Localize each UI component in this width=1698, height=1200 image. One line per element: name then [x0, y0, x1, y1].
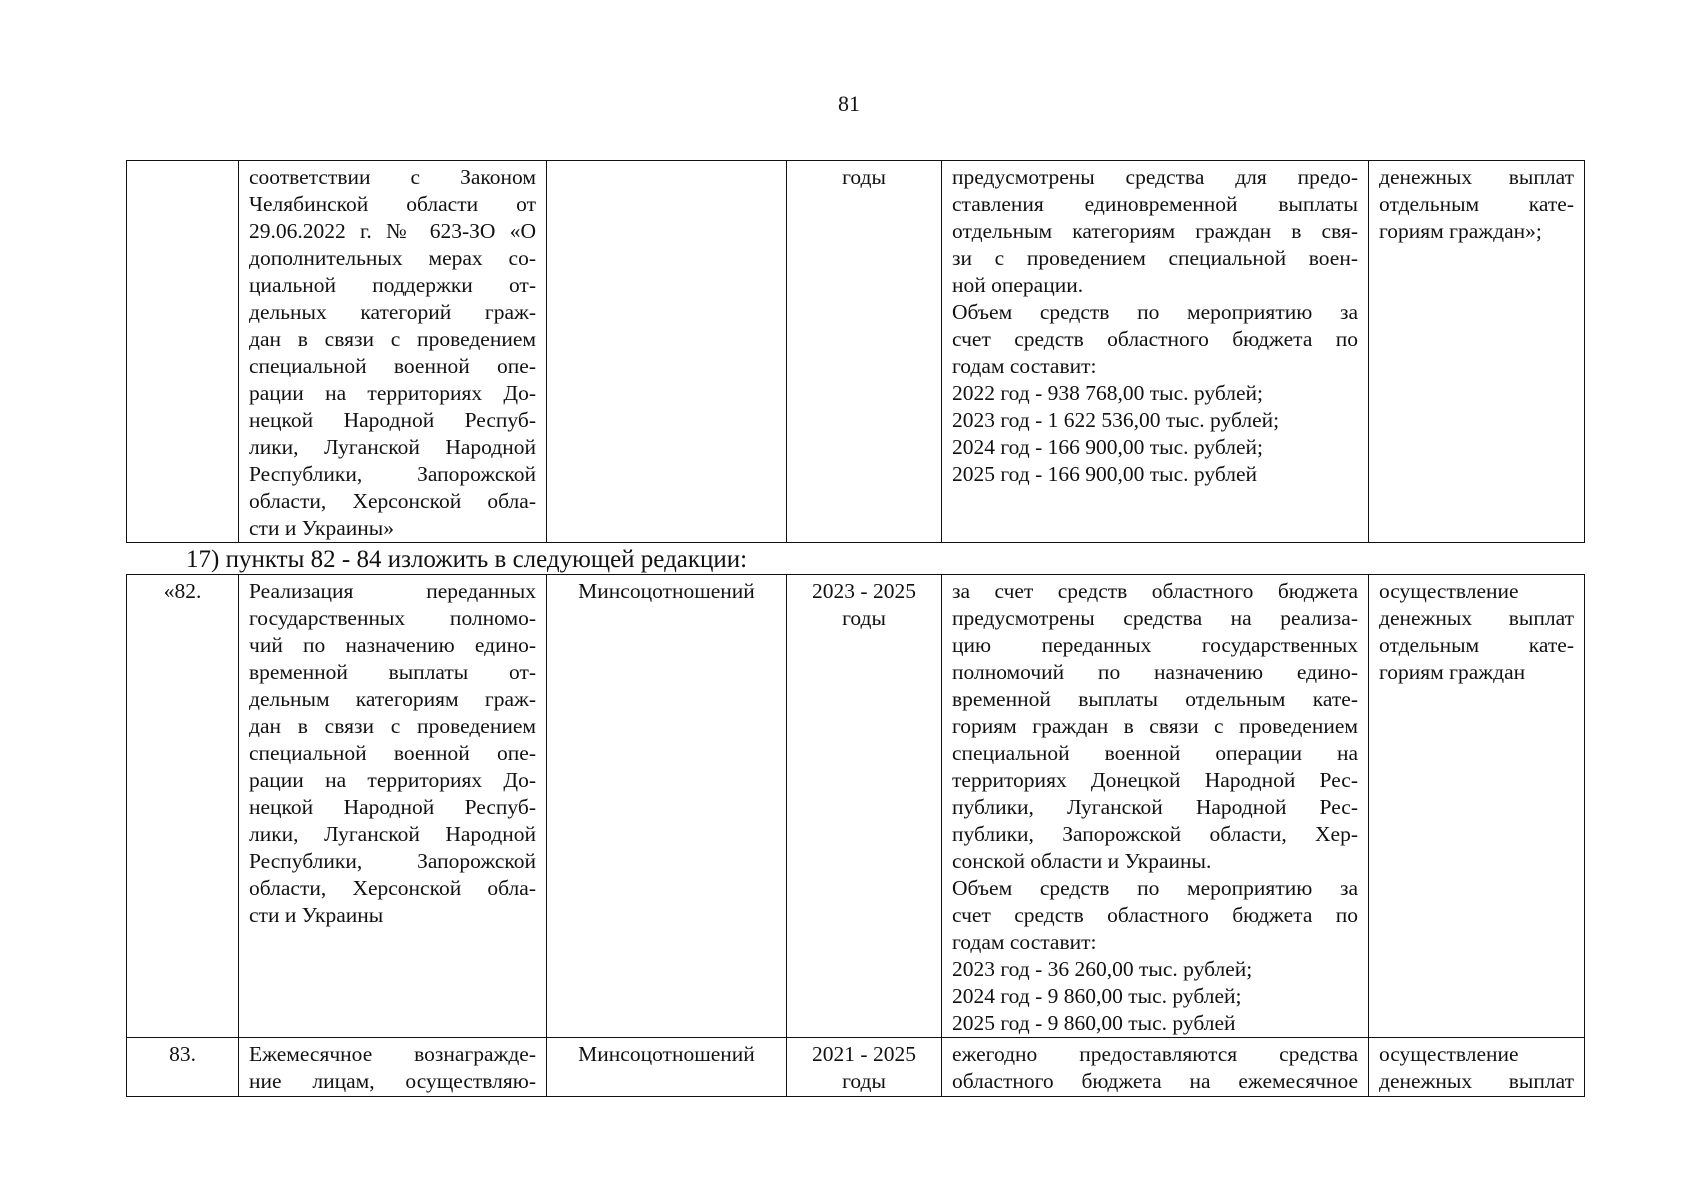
financing-line: предусмотрены средства для предо- [952, 165, 1358, 189]
measure-name-line: области, Херсонской обла- [249, 489, 536, 513]
measure-name-line: области, Херсонской обла- [249, 876, 536, 900]
result-line: осуществление [1379, 1042, 1519, 1066]
period-cell [787, 161, 942, 543]
measure-name-line: Реализация переданных [249, 579, 536, 603]
period-years: 2023 - 2025 [812, 579, 916, 603]
row-number: «82. [163, 579, 202, 603]
period-cell [787, 575, 942, 1038]
result-line: отдельным кате- [1379, 633, 1574, 657]
continuation-table [126, 160, 1585, 543]
measure-name-cell [239, 161, 547, 543]
measure-name-line: дельных категорий граж- [249, 300, 536, 324]
result-line: денежных выплат [1379, 1069, 1574, 1093]
table-row [127, 1038, 1585, 1097]
amount-line: 2024 год - 9 860,00 тыс. рублей; [952, 984, 1242, 1008]
volume-line: Объем средств по мероприятию за [952, 300, 1358, 324]
period-years: годы [842, 165, 886, 189]
amendment-instruction: 17) пункты 82 - 84 изложить в следующей редакции: [186, 546, 748, 573]
measure-name-line: временной выплаты от- [249, 660, 536, 684]
executor: Минсоцотношений [578, 1042, 755, 1066]
executor-cell [547, 161, 787, 543]
measure-name-line: циальной поддержки от- [249, 273, 536, 297]
measure-name-line: Челябинской области от [249, 192, 536, 216]
result-line: гориям граждан [1379, 660, 1526, 684]
result-line: осуществление [1379, 579, 1519, 603]
page-number: 81 [838, 91, 860, 116]
executor-cell [547, 575, 787, 1038]
financing-line: отдельным категориям граждан в свя- [952, 219, 1358, 243]
financing-cell [942, 1038, 1369, 1097]
measure-name-line: сти и Украины» [249, 516, 394, 540]
measure-name-line: Республики, Запорожской [249, 849, 536, 873]
financing-line: за счет средств областного бюджета [952, 579, 1358, 603]
financing-line: полномочий по назначению едино- [952, 660, 1358, 684]
measure-name-line: соответствии с Законом [249, 165, 536, 189]
financing-line: ной операции. [952, 273, 1084, 297]
volume-line: Объем средств по мероприятию за [952, 876, 1358, 900]
result-line: денежных выплат [1379, 606, 1574, 630]
financing-line: ежегодно предоставляются средства [952, 1042, 1358, 1066]
executor: Минсоцотношений [578, 579, 755, 603]
table-row [127, 161, 1585, 543]
measure-name-line: дельным категориям граж- [249, 687, 536, 711]
measure-name-line: специальной военной опе- [249, 354, 536, 378]
measure-name-line: ние лицам, осуществляю- [249, 1069, 536, 1093]
row-number-cell [127, 1038, 239, 1097]
row-number-cell [127, 161, 239, 543]
measure-name-line: Республики, Запорожской [249, 462, 536, 486]
period-label: годы [842, 1069, 886, 1093]
financing-line: территориях Донецкой Народной Рес- [952, 768, 1358, 792]
measure-name-line: 29.06.2022 г. № 623-ЗО «О [249, 219, 536, 243]
period-years: 2021 - 2025 [812, 1042, 916, 1066]
measure-name-line: лики, Луганской Народной [249, 822, 536, 846]
row-number-cell [127, 575, 239, 1038]
amount-line: 2023 год - 36 260,00 тыс. рублей; [952, 957, 1253, 981]
result-cell [1369, 161, 1585, 543]
measure-name-line: дан в связи с проведением [249, 327, 536, 351]
volume-line: счет средств областного бюджета по [952, 903, 1358, 927]
period-cell [787, 1038, 942, 1097]
row-number: 83. [169, 1042, 196, 1066]
measure-name-line: Ежемесячное вознагражде- [249, 1042, 536, 1066]
financing-line: зи с проведением специальной воен- [952, 246, 1358, 270]
financing-line: областного бюджета на ежемесячное [952, 1069, 1358, 1093]
amount-line: 2025 год - 9 860,00 тыс. рублей [952, 1011, 1236, 1035]
measure-name-line: дан в связи с проведением [249, 714, 536, 738]
financing-cell [942, 575, 1369, 1038]
measure-name-line: специальной военной опе- [249, 741, 536, 765]
amount-line: 2022 год - 938 768,00 тыс. рублей; [952, 381, 1263, 405]
amount-line: 2024 год - 166 900,00 тыс. рублей; [952, 435, 1263, 459]
financing-line: публики, Луганской Народной Рес- [952, 795, 1358, 819]
financing-line: сонской области и Украины. [952, 849, 1212, 873]
result-line: денежных выплат [1379, 165, 1574, 189]
result-cell [1369, 1038, 1585, 1097]
financing-line: специальной военной операции на [952, 741, 1358, 765]
amount-line: 2025 год - 166 900,00 тыс. рублей [952, 462, 1258, 486]
measure-name-line: сти и Украины [249, 903, 384, 927]
measure-name-line: дополнительных мерах со- [249, 246, 536, 270]
volume-line: годам составит: [952, 930, 1097, 954]
financing-line: публики, Запорожской области, Хер- [952, 822, 1358, 846]
volume-line: годам составит: [952, 354, 1097, 378]
result-line: отдельным кате- [1379, 192, 1574, 216]
financing-line: гориям граждан в связи с проведением [952, 714, 1358, 738]
result-line: гориям граждан»; [1379, 219, 1542, 243]
measure-name-line: нецкой Народной Респуб- [249, 795, 536, 819]
measure-name-cell [239, 1038, 547, 1097]
period-label: годы [842, 606, 886, 630]
measure-name-line: государственных полномо- [249, 606, 536, 630]
financing-line: цию переданных государственных [952, 633, 1358, 657]
executor-cell [547, 1038, 787, 1097]
financing-line: предусмотрены средства на реализа- [952, 606, 1358, 630]
table-row [127, 575, 1585, 1038]
financing-line: ставления единовременной выплаты [952, 192, 1358, 216]
volume-line: счет средств областного бюджета по [952, 327, 1358, 351]
financing-line: временной выплаты отдельным кате- [952, 687, 1358, 711]
amended-items-table [126, 574, 1585, 1097]
result-cell [1369, 575, 1585, 1038]
measure-name-cell [239, 575, 547, 1038]
measure-name-line: лики, Луганской Народной [249, 435, 536, 459]
amount-line: 2023 год - 1 622 536,00 тыс. рублей; [952, 408, 1280, 432]
measure-name-line: рации на территориях До- [249, 768, 536, 792]
financing-cell [942, 161, 1369, 543]
measure-name-line: чий по назначению едино- [249, 633, 536, 657]
measure-name-line: нецкой Народной Респуб- [249, 408, 536, 432]
measure-name-line: рации на территориях До- [249, 381, 536, 405]
